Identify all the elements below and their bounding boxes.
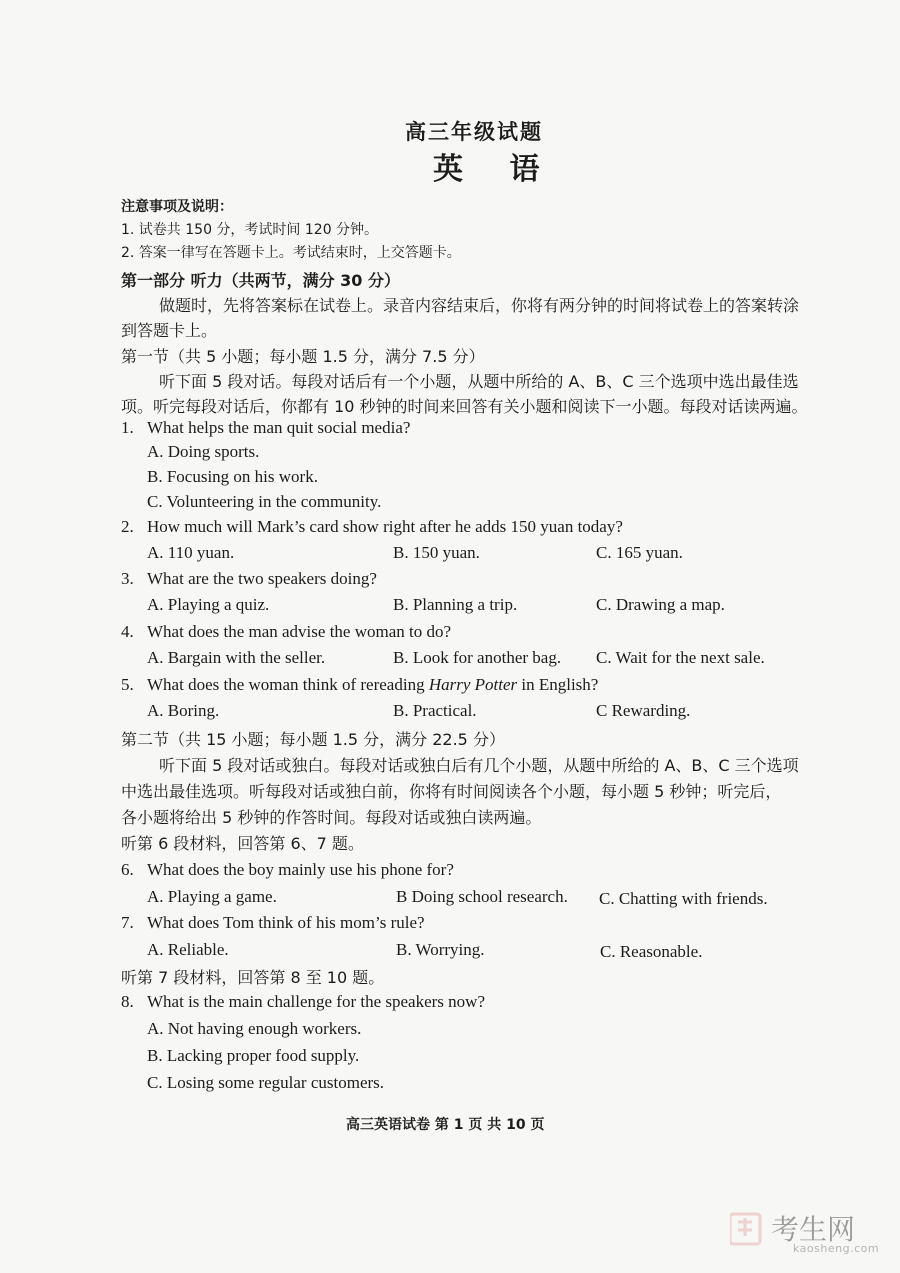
question-8-option-b: B. Lacking proper food supply. <box>147 1046 360 1065</box>
question-5-number: 5. <box>121 675 134 694</box>
question-7-option-a: A. Reliable. <box>147 940 229 959</box>
watermark-brand: 考生网 <box>771 1213 856 1246</box>
watermark-domain: kaosheng.com <box>793 1242 880 1255</box>
section2-instruction-line1: 听下面 5 段对话或独白。每段对话或独白后有几个小题，从题中所给的 A、B、C 三个选项 <box>159 756 799 775</box>
question-3-option-b: B. Planning a trip. <box>393 595 518 614</box>
section1-instruction-line2: 项。听完每段对话后，你都有 10 秒钟的时间来回答有关小题和阅读下一小题。每段对话读两遍。 <box>121 397 808 416</box>
question-3-option-a: A. Playing a quiz. <box>147 595 270 614</box>
question-4-stem: What does the man advise the woman to do? <box>147 622 452 641</box>
question-3-number: 3. <box>121 569 134 588</box>
question-2-option-a: A. 110 yuan. <box>147 543 235 562</box>
question-6-number: 6. <box>121 860 134 879</box>
question-7-option-c: C. Reasonable. <box>600 942 703 961</box>
part1-heading: 第一部分 听力（共两节，满分 30 分） <box>121 271 400 290</box>
section1-instruction-line1: 听下面 5 段对话。每段对话后有一个小题，从题中所给的 A、B、C 三个选项中选出最佳选 <box>159 372 799 391</box>
question-4-option-a: A. Bargain with the seller. <box>147 648 326 667</box>
question-4-number: 4. <box>121 622 134 641</box>
question-2-number: 2. <box>121 517 134 536</box>
question-7-number: 7. <box>121 913 134 932</box>
question-5-stem <box>147 675 598 695</box>
question-7-option-b: B. Worrying. <box>396 940 485 959</box>
section2-heading: 第二节（共 15 小题；每小题 1.5 分，满分 22.5 分） <box>121 730 505 749</box>
subject-title: 英 语 <box>433 152 558 187</box>
question-1-option-b: B. Focusing on his work. <box>147 467 318 486</box>
question-6-stem: What does the boy mainly use his phone for? <box>147 860 454 879</box>
note-item-2: 2. 答案一律写在答题卡上。考试结束时，上交答题卡。 <box>121 245 461 261</box>
question-7-stem: What does Tom think of his mom’s rule? <box>147 913 425 932</box>
section1-heading: 第一节（共 5 小题；每小题 1.5 分，满分 7.5 分） <box>121 347 485 366</box>
section2-instruction-line2: 中选出最佳选项。听每段对话或独白前，你将有时间阅读各个小题，每小题 5 秒钟；听完后， <box>121 782 782 801</box>
question-4-option-b: B. Look for another bag. <box>393 648 562 667</box>
question-4-option-c: C. Wait for the next sale. <box>596 648 765 667</box>
part1-instruction-line2: 到答题卡上。 <box>121 321 218 340</box>
section2-instruction-line3: 各小题将给出 5 秒钟的作答时间。每段对话或独白读两遍。 <box>121 808 542 827</box>
question-5-option-a: A. Boring. <box>147 701 220 720</box>
question-6-option-b: B Doing school research. <box>396 887 568 906</box>
question-2-stem: How much will Mark’s card show right after he adds 150 yuan today? <box>147 517 623 536</box>
question-3-stem: What are the two speakers doing? <box>147 569 377 588</box>
part1-instruction-line1: 做题时，先将答案标在试卷上。录音内容结束后，你将有两分钟的时间将试卷上的答案转涂 <box>159 296 800 315</box>
question-6-option-a: A. Playing a game. <box>147 887 277 906</box>
question-5-stem-pre: What does the woman think of rereading <box>147 675 429 694</box>
question-5-book-title: Harry Potter <box>428 675 518 694</box>
question-1-number: 1. <box>121 418 134 437</box>
question-5-stem-post: in English? <box>517 675 599 694</box>
material-7-heading: 听第 7 段材料，回答第 8 至 10 题。 <box>121 968 385 987</box>
grade-title: 高三年级试题 <box>405 120 543 144</box>
note-item-1: 1. 试卷共 150 分，考试时间 120 分钟。 <box>121 222 379 238</box>
page-footer: 高三英语试卷 第 1 页 共 10 页 <box>346 1117 545 1133</box>
question-1-option-c: C. Volunteering in the community. <box>147 492 382 511</box>
question-2-option-b: B. 150 yuan. <box>393 543 480 562</box>
question-5-option-b: B. Practical. <box>393 701 477 720</box>
question-1-stem: What helps the man quit social media? <box>147 418 411 437</box>
question-8-stem: What is the main challenge for the speakers now? <box>147 992 485 1011</box>
material-6-heading: 听第 6 段材料，回答第 6、7 题。 <box>121 834 364 853</box>
question-2-option-c: C. 165 yuan. <box>596 543 683 562</box>
question-3-option-c: C. Drawing a map. <box>596 595 725 614</box>
question-8-option-a: A. Not having enough workers. <box>147 1019 362 1038</box>
question-8-number: 8. <box>121 992 134 1011</box>
question-8-option-c: C. Losing some regular customers. <box>147 1073 385 1092</box>
question-5-option-c: C Rewarding. <box>596 701 691 720</box>
question-1-option-a: A. Doing sports. <box>147 442 260 461</box>
question-6-option-c: C. Chatting with friends. <box>599 889 768 908</box>
notes-heading: 注意事项及说明： <box>121 199 233 215</box>
